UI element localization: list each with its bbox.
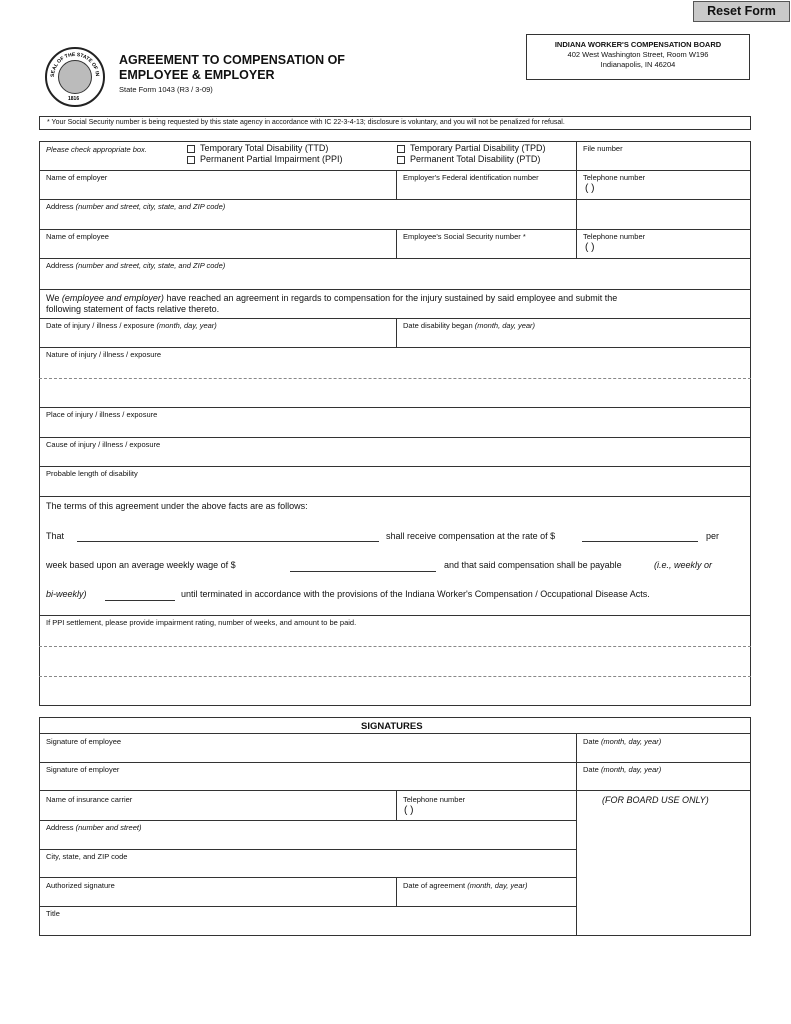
carrier-phone-field[interactable]: ( ) [404,805,414,816]
nature-injury-label: Nature of injury / illness / exposure [46,350,162,359]
employer-sign-date-label: Date (month, day, year) [583,765,662,774]
ppi-settlement-label: If PPI settlement, please provide impairment rating, number of weeks, and amount to be paid. [46,618,357,627]
ppi-checkbox[interactable] [187,156,195,164]
form-number: State Form 1043 (R3 / 3-09) [119,85,213,94]
date-injury-field[interactable] [42,331,392,345]
probable-length-label: Probable length of disability [46,469,138,478]
employee-address-field[interactable] [42,271,748,287]
terms-employee-name-field[interactable] [77,528,379,541]
title-field[interactable] [42,919,572,934]
svg-text:1816: 1816 [68,96,80,102]
reset-form-button[interactable]: Reset Form [693,1,790,22]
form-title-line2: EMPLOYEE & EMPLOYER [119,68,275,82]
agreement-date-field[interactable] [400,891,572,904]
terms-shall-receive: shall receive compensation at the rate of $ [386,531,556,541]
signature-employer-field[interactable] [42,775,572,788]
form-title [119,53,345,83]
place-injury-label: Place of injury / illness / exposure [46,410,158,419]
agreement-date-label: Date of agreement (month, day, year) [403,881,528,890]
ppi-label: Permanent Partial Impairment (PPI) [200,154,343,164]
seal-ring-icon [45,47,105,107]
tpd-checkbox[interactable] [397,145,405,153]
terms-payable-hint: (i.e., weekly or [654,560,713,570]
carrier-address-field[interactable] [42,833,572,847]
ptd-checkbox[interactable] [397,156,405,164]
board-address-box [526,34,750,80]
employee-name-label: Name of employee [46,232,109,241]
terms-until: until terminated in accordance with the provisions of the Indiana Worker's Compensation / Occupational Disease Acts. [181,589,650,599]
signature-employer-label: Signature of employer [46,765,120,774]
employer-address-label: Address (number and street, city, state, and ZIP code) [46,202,226,211]
ssn-notice: * Your Social Security number is being requested by this state agency in accordance with IC 22-3-4-13; disclosure is voluntary, and you will not be penalized for refusal. [39,116,751,130]
agreement-intro: We (employee and employer) have reached an agreement in regards to compensation for the injury sustained by said employee and submit the [46,293,618,303]
board-use-only: (FOR BOARD USE ONLY) [602,795,709,805]
ttd-label: Temporary Total Disability (TTD) [200,143,329,153]
employer-fein-label: Employer's Federal identification number [403,173,539,182]
terms-per: per [706,531,720,541]
signatures-heading: SIGNATURES [361,721,423,732]
signature-employee-label: Signature of employee [46,737,122,746]
employer-address-field[interactable] [42,212,748,227]
place-injury-field[interactable] [42,420,748,435]
employee-name-field[interactable] [42,242,392,256]
signature-employee-field[interactable] [42,746,572,760]
employer-phone-field[interactable]: ( ) [585,183,595,194]
title-label: Title [46,909,60,918]
payment-frequency-field[interactable] [105,586,175,600]
employer-phone-label: Telephone number [583,173,646,182]
ptd-label: Permanent Total Disability (PTD) [410,154,541,164]
date-disability-label: Date disability began (month, day, year) [403,321,536,330]
tpd-label: Temporary Partial Disability (TPD) [410,143,546,153]
svg-text:SEAL OF THE STATE OF INDIANA: SEAL OF THE STATE OF IN [49,51,101,78]
probable-length-field[interactable] [42,479,748,494]
carrier-address-label: Address (number and street) [46,823,142,832]
state-seal-logo [45,47,105,107]
board-address-line1: 402 West Washington Street, Room W196 [567,50,709,59]
insurance-carrier-field[interactable] [42,804,392,818]
cause-injury-field[interactable] [42,450,748,464]
date-disability-field[interactable] [400,331,748,345]
employer-name-field[interactable] [42,183,392,197]
employee-sign-date-label: Date (month, day, year) [583,737,662,746]
insurance-carrier-label: Name of insurance carrier [46,795,133,804]
terms-week-based: week based upon an average weekly wage of $ [46,560,236,570]
authorized-signature-label: Authorized signature [46,881,115,890]
ppi-settlement-field[interactable] [42,628,748,704]
employee-sign-date-field[interactable] [580,746,748,760]
terms-heading: The terms of this agreement under the above facts are as follows: [46,501,308,511]
employee-ssn-label: Employee's Social Security number * [403,232,526,241]
carrier-city-field[interactable] [42,862,572,875]
employer-sign-date-field[interactable] [580,775,748,788]
board-address-line2: Indianapolis, IN 46204 [600,60,676,69]
average-weekly-wage-field[interactable] [290,557,436,571]
agreement-intro-line2: following statement of facts relative thereto. [46,304,220,314]
employee-phone-label: Telephone number [583,232,646,241]
employee-address-label: Address (number and street, city, state, and ZIP code) [46,261,226,270]
date-injury-label: Date of injury / illness / exposure (month, day, year) [46,321,217,330]
authorized-signature-field[interactable] [42,891,392,904]
board-name: INDIANA WORKER'S COMPENSATION BOARD [554,40,722,49]
carrier-city-label: City, state, and ZIP code [46,852,128,861]
check-box-prompt: Please check appropriate box. [46,145,147,154]
file-number-field[interactable] [580,154,748,168]
form-title-line1: AGREEMENT TO COMPENSATION OF [119,53,345,67]
ttd-checkbox[interactable] [187,145,195,153]
employee-phone-field[interactable]: ( ) [585,242,595,253]
nature-injury-field[interactable] [42,360,748,405]
employer-name-label: Name of employer [46,173,108,182]
employer-fein-field[interactable] [400,183,572,197]
carrier-phone-label: Telephone number [403,795,466,804]
employee-ssn-field[interactable] [400,242,572,256]
terms-payable: and that said compensation shall be payable [444,560,622,570]
terms-that: That [46,531,65,541]
compensation-rate-field[interactable] [582,528,698,541]
terms-biweekly: bi-weekly) [46,589,87,599]
file-number-label: File number [583,144,623,153]
cause-injury-label: Cause of injury / illness / exposure [46,440,161,449]
